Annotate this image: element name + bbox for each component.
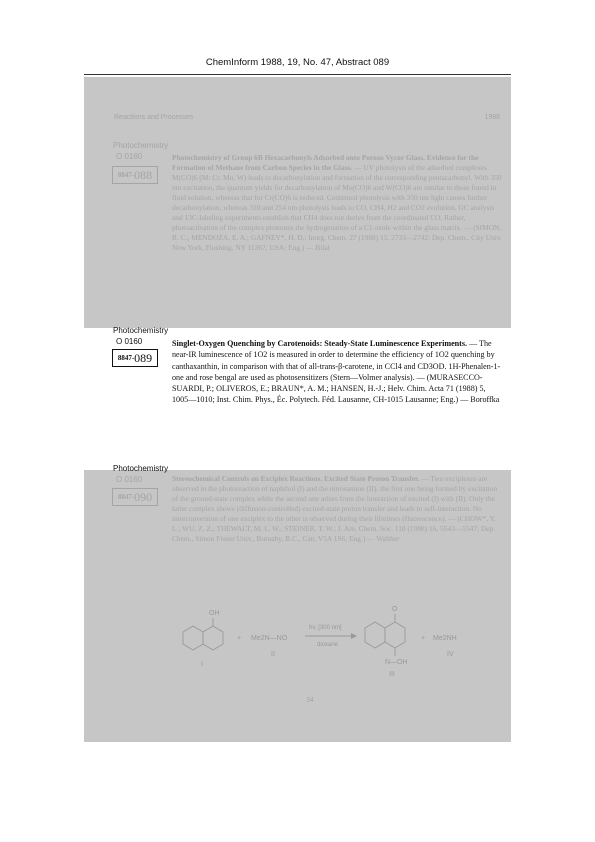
product-oxime-label: N—OH (385, 659, 408, 666)
compound-label-I: I (201, 661, 203, 668)
abstract-number-next: 8847- 090 (112, 488, 158, 506)
code-prev: O 0160 (116, 152, 143, 161)
abstract-body-main: — The near-IR luminescence of 1O2 is measured in order to determine the efficiency of 1O2 quenching by canthaxanthin, in comparison with that of all-trans-β-carotene, in CCl4 and CD3OD. 1H-Phenalen-1-one and rose bengal are used as photosensitizers (Stern—Volmer analysis). — (MURASECCO-SUARDI, P.; OLIVEROS, E.; BRAUN*, A. M.; HANSEN, H.-J.; Helv. Chim. Acta 71 (1988) 5, 1005—1010; Inst. Chim. Phys., Éc. Polytech. Féd. Lausanne, CH-1015 Lausanne; Eng.) — Boroffka (172, 339, 501, 405)
naphthol-structure (183, 618, 223, 650)
arrow-condition-bottom: dioxane (317, 642, 339, 648)
nitrosamine-formula: Me2N—NO (251, 635, 288, 642)
reaction-scheme (165, 600, 495, 700)
product-structure (365, 614, 405, 656)
plus-sign-1: + (237, 635, 242, 642)
plus-sign-2: + (421, 635, 426, 642)
reaction-arrow-head (351, 633, 357, 639)
abstract-number-prev: 8847- 088 (112, 166, 158, 184)
abstract-number-main: 8847- 089 (112, 349, 158, 367)
scan-running-head (114, 114, 500, 121)
abstract-text-next (172, 474, 502, 544)
compound-label-IV: IV (447, 651, 454, 658)
abstract-body-next: — Two exciplexes are observed in the photoreaction of naphthol (I) and the nitrosamine (II), the first one being formed by excitation of the ground-state complex while the second one arises from the interaction of excited (I) with (II). Only the latter complex shows (diffusion-controlled) excited-state proton transfer and leads to self-interaction. No interconversion of one exciplex to the other is observed during their lifetimes (fluorescence). — (CHOW*, Y. L.; WU, Z. Z.; THEWALT, M. L. W.; STEINER, T. W.; J. Am. Chem. Soc. 110 (1988) 16, 5543—5547; Dep. Chem., Simon Fraser Univ., Burnaby, B.C., Can. V5A 1S6; Eng.) — Walther (172, 474, 498, 543)
dimethylamine-formula: Me2NH (433, 635, 457, 642)
abstract-text-main (172, 338, 502, 406)
abstract-title-next: Stereochemical Controls on Exciplex Reactions. Excited State Proton Transfer. (172, 474, 420, 483)
product-oxygen-label: O (392, 606, 398, 613)
running-head-year: 1988 (484, 114, 500, 121)
scan-page-number: 34 (306, 697, 314, 704)
abstract-text-prev (172, 153, 502, 253)
code-main: O 0160 (116, 337, 143, 346)
running-head-title: Reactions and Processes (114, 114, 194, 121)
code-next: O 0160 (116, 475, 143, 484)
compound-label-III: III (389, 671, 395, 678)
arrow-condition-top: hv, [300 nm] (309, 625, 342, 631)
abstract-title-prev: Photochemistry of Group 6B Hexacarbonyls Adsorbed onto Porous Vycor Glass. Evidence for the Formation of Methane from Carbon Species in the Glass. (172, 153, 479, 172)
compound-label-II: II (271, 651, 275, 658)
naphthol-oh-label: OH (209, 610, 220, 617)
abstract-body-prev: — UV photolysis of the adsorbed complexes M(CO)6 (M: Cr, Mo, W) leads to decarbonylation and formation of the corresponding pentacarbonyl. With 350 nm excitation, the quantum yields for decarbonylation of Mo(CO)6 and W(CO)6 are similar to those found in fluid solution, whereas that for Cr(CO)6 is reduced. Continued photolysis with 350 nm light causes further decarbonylation, whereas 310 and 254 nm photolysis leads to CO, CH4, H2 and CO2 evolution. GC analysis and 13C-labeling experiments establish that CH4 does not derive from the coordinated CO. Rather, photoactivation of the complex promotes the hydrogenation of a C1 oxide within the glass matrix. — (SIMON, R. C.; MENDOZA, E. A.; GAFNEY*, H. D.; Inorg. Chem. 27 (1988) 15, 2733—2742; Dep. Chem., City Univ. New York, Flushing, NY 11367, USA; Eng.) — Bilal (172, 163, 502, 252)
page-header: ChemInform 1988, 19, No. 47, Abstract 089 (205, 57, 390, 68)
section-label-next: Photochemistry (113, 464, 169, 473)
section-label-prev: Photochemistry (113, 141, 169, 150)
section-label-main: Photochemistry (113, 326, 169, 335)
abstract-title-main: Singlet-Oxygen Quenching by Carotenoids: Steady-State Luminescence Experiments. (172, 339, 468, 348)
header-rule (84, 74, 511, 75)
